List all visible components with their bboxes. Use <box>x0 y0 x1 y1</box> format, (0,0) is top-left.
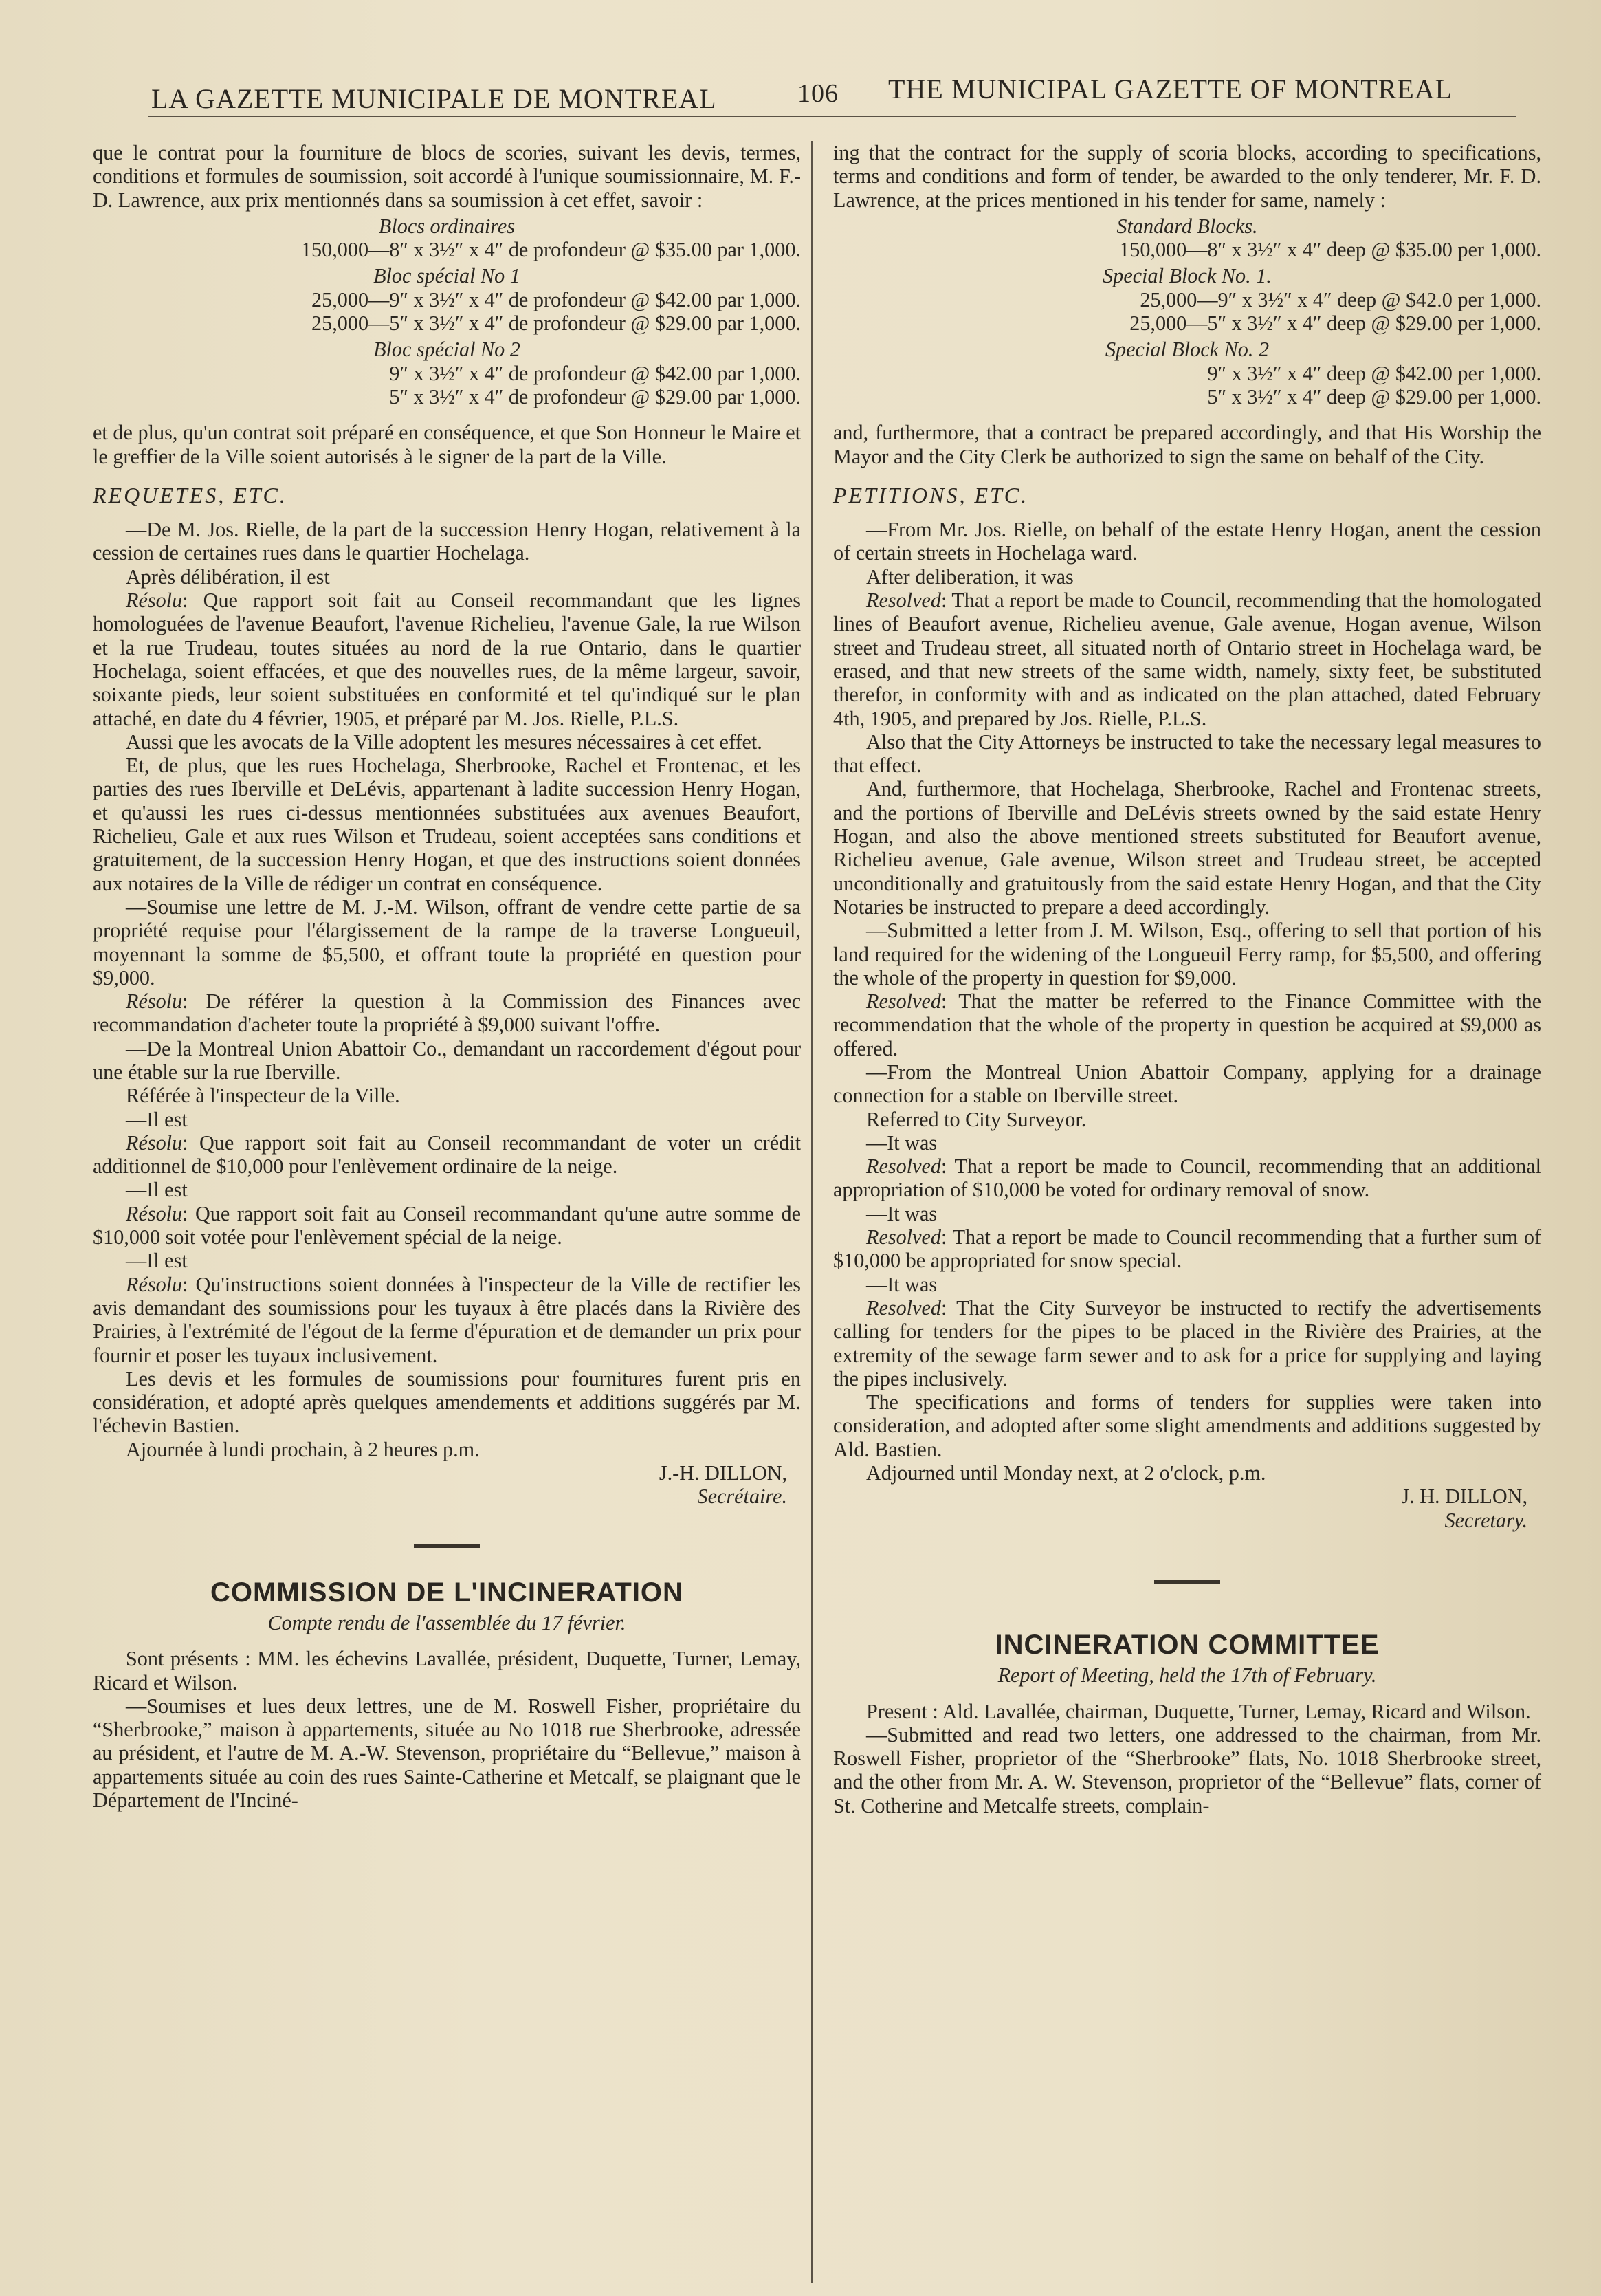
en-paragraph: Referred to City Surveyor. <box>866 1107 1087 1131</box>
fr-paragraph: Et, de plus, que les rues Hochelaga, Sherbrooke, Rachel et Frontenac, et les parties des rues Iberville et DeLévis, appartenant à ladite succession Henry Hogan, et qu'aussi les rues ci-dessus mentionnées substituées aux avenues Beaufort, Richelieu, Gale et aux rues Wilson et Trudeau, soient acceptées sans conditions et gratuitement, de la succession Henry Hogan, et que des instructions soient données aux notaires de la Ville de rédiger un contrat en conséquence. <box>93 754 801 895</box>
en-closing: and, furthermore, that a contract be prepared accordingly, and that His Worship the Mayor and the City Clerk be authorized to sign the same on behalf of the City. <box>833 421 1541 468</box>
en-resolution <box>833 1225 1541 1273</box>
page-number: 106 <box>797 79 839 108</box>
en-paragraph: After deliberation, it was <box>866 565 1074 589</box>
en-paragraph: Also that the City Attorneys be instructed to take the necessary legal measures to that effect. <box>833 730 1541 778</box>
fr-resolution-text: : Que rapport soit fait au Conseil recommandant de voter un crédit additionnel de $10,000 pour l'enlèvement ordinaire de la neige. <box>93 1130 801 1179</box>
en-resolution-text: : That a report be made to Council, recommending that an additional appropriation of $10,000 be voted for ordinary removal of snow. <box>833 1155 1541 1202</box>
en-resolution <box>833 1296 1541 1390</box>
fr-paragraph: —Soumise une lettre de M. J.-M. Wilson, offrant de vendre cette partie de sa propriété requise pour l'élargissement de la rampe de la traverse Longueuil, moyennant la somme de $5,500, et offrant toute la propriété en question pour $9,000. <box>93 895 801 990</box>
en-committee-subheading: Report of Meeting, held the 17th of February. <box>997 1663 1377 1687</box>
en-paragraph: Present : Ald. Lavallée, chairman, Duquette, Turner, Lemay, Ricard and Wilson. <box>866 1699 1531 1723</box>
french-column <box>93 141 801 1812</box>
fr-resolution <box>93 990 801 1037</box>
fr-commission-subheading: Compte rendu de l'assemblée du 17 février. <box>267 1610 626 1634</box>
fr-paragraph: Sont présents : MM. les échevins Lavallée, président, Duquette, Turner, Lemay, Ricard et Wilson. <box>93 1647 801 1694</box>
en-block-line: 5″ x 3½″ x 4″ deep @ $29.00 per 1,000. <box>1207 384 1541 408</box>
fr-special2-heading: Bloc spécial No 2 <box>373 338 520 362</box>
fr-paragraph: —De la Montreal Union Abattoir Co., demandant un raccordement d'égout pour une étable sur la rue Iberville. <box>93 1036 801 1084</box>
en-paragraph: —It was <box>866 1201 938 1225</box>
en-block-line: 25,000—9″ x 3½″ x 4″ deep @ $42.0 per 1,000. <box>1140 287 1541 311</box>
fr-resolution <box>93 1273 801 1367</box>
fr-block-line: 25,000—5″ x 3½″ x 4″ de profondeur @ $29.00 par 1,000. <box>311 311 801 336</box>
header-rule <box>148 116 1516 117</box>
en-special2-heading: Special Block No. 2 <box>1105 338 1270 362</box>
en-paragraph: And, furthermore, that Hochelaga, Sherbrooke, Rachel and Frontenac streets, and the portions of Iberville and DeLévis streets owned by the said estate Henry Hogan, and also the above mentioned streets substituted for Beaufort avenue, Richelieu avenue, Gale avenue, Wilson street and Trudeau street, be accepted unconditionally and gratuitously from the said estate Henry Hogan, and that the City Notaries be instructed to prepare a deed accordingly. <box>833 777 1541 919</box>
en-signature: J. H. DILLON, <box>1401 1485 1527 1509</box>
en-block-line: 150,000—8″ x 3½″ x 4″ deep @ $35.00 per 1,000. <box>1119 238 1541 262</box>
fr-commission-heading: COMMISSION DE L'INCINERATION <box>210 1577 683 1608</box>
en-resolved-label: Resolved <box>866 589 941 613</box>
en-resolution-text: : That a report be made to Council recommending that a further sum of $10,000 be appropriated for snow special. <box>833 1225 1541 1273</box>
page-header <box>151 70 1499 118</box>
fr-resolution <box>93 589 801 730</box>
en-committee-heading: INCINERATION COMMITTEE <box>995 1629 1380 1660</box>
en-resolution <box>833 589 1541 730</box>
fr-paragraph: Les devis et les formules de soumissions pour fournitures furent pris en considération, et adopté après quelques amendements et additions suggérés par M. l'échevin Bastien. <box>93 1366 801 1438</box>
fr-paragraph: Référée à l'inspecteur de la Ville. <box>126 1084 400 1108</box>
header-french-title: LA GAZETTE MUNICIPALE DE MONTREAL <box>151 83 717 114</box>
fr-paragraph: —Il est <box>126 1249 188 1273</box>
fr-resolved-label: Résolu <box>126 1272 183 1296</box>
en-intro: ing that the contract for the supply of scoria blocks, according to specifications, terms and conditions and form of tender, be awarded to the only tenderer, Mr. F. D. Lawrence, at the prices mentioned in his tender for same, namely : <box>833 141 1541 212</box>
en-resolution-text: : That a report be made to Council, recommending that the homologated lines of Beaufort avenue, Richelieu avenue, Gale avenue, Hogan avenue, Wilson street and Trudeau street, all situated north of Ontario street in Hochelaga ward, be erased, and that new streets of the same width, namely, sixty feet, be substituted therefor, in conformity with and as indicated on the plan attached, dated February 4th, 1905, and prepared by Jos. Rielle, P.L.S. <box>833 589 1541 730</box>
fr-petitions-heading: REQUETES, ETC. <box>93 482 287 507</box>
en-paragraph: The specifications and forms of tenders for supplies were taken into consideration, and adopted after some slight amendments and additions suggested by Ald. Bastien. <box>833 1390 1541 1461</box>
fr-paragraph: —Soumises et lues deux lettres, une de M. Roswell Fisher, propriétaire du “Sherbrooke,” maison à appartements, située au No 1018 rue Sherbrooke, adressée au président, et l'autre de M. A.-W. Stevenson, propriétaire du “Bellevue,” maison à appartements située au coin des rues Sainte-Catherine et Metcalf, se plaignant que le Département de l'Inciné- <box>93 1694 801 1812</box>
en-blocks-standard-heading: Standard Blocks. <box>1116 214 1258 238</box>
en-special1-heading: Special Block No. 1. <box>1103 264 1272 288</box>
fr-resolution-text: : Que rapport soit fait au Conseil recommandant que les lignes homologuées de l'avenue Beaufort, l'avenue Richelieu, l'avenue Gale, la rue Wilson et la rue Trudeau, toutes situées au nord de la rue Ontario, dans le quartier Hochelaga, soient effacées, et que des nouvelles rues, de la même largeur, savoir, soixante pieds, leur soient substituées en conformité et tel qu'indiqué sur le plan attaché, en date du 4 février, 1905, et préparé par M. Jos. Rielle, P.L.S. <box>93 589 801 730</box>
en-resolved-label: Resolved <box>866 1155 941 1179</box>
fr-resolution-text: : De référer la question à la Commission des Finances avec recommandation d'acheter toute la propriété à $9,000 suivant l'offre. <box>93 990 801 1037</box>
fr-resolution-text: : Qu'instructions soient données à l'inspecteur de la Ville de rectifier les avis demandant des soumissions pour les tuyaux à être placés dans la Rivière des Prairies, à l'extrémité de l'égout de la ferme d'épuration et de demander un prix pour fournir et poser les tuyaux inclusivement. <box>93 1272 801 1367</box>
fr-section-rule <box>414 1544 480 1548</box>
fr-resolution <box>93 1202 801 1249</box>
en-signature-title: Secretary. <box>1444 1508 1527 1532</box>
english-column <box>833 141 1541 1817</box>
fr-special1-heading: Bloc spécial No 1 <box>373 264 520 288</box>
fr-paragraph: Après délibération, il est <box>126 565 330 589</box>
fr-resolution <box>93 1131 801 1179</box>
fr-signature-title: Secrétaire. <box>697 1485 787 1509</box>
fr-intro: que le contrat pour la fourniture de blocs de scories, suivant les devis, termes, conditions et formules de soumission, soit accordé à l'unique soumissionnaire, M. F.-D. Lawrence, aux prix mentionnés dans sa soumission à cet effet, savoir : <box>93 141 801 212</box>
en-block-line: 9″ x 3½″ x 4″ deep @ $42.00 per 1,000. <box>1207 361 1541 385</box>
fr-block-line: 5″ x 3½″ x 4″ de profondeur @ $29.00 par 1,000. <box>389 384 801 408</box>
en-resolved-label: Resolved <box>866 1295 941 1320</box>
fr-paragraph: Aussi que les avocats de la Ville adoptent les mesures nécessaires à cet effet. <box>126 730 762 754</box>
fr-paragraph: Ajournée à lundi prochain, à 2 heures p.m. <box>126 1437 480 1461</box>
en-paragraph: —Submitted a letter from J. M. Wilson, Esq., offering to sell that portion of his land required for the widening of the Longueuil Ferry ramp, for $5,500, and offering the whole of the property in question for $9,000. <box>833 919 1541 990</box>
en-paragraph: —Submitted and read two letters, one addressed to the chairman, from Mr. Roswell Fisher, proprietor of the “Sherbrooke” flats, No. 1018 Sherbrooke street, and the other from Mr. A. W. Stevenson, proprietor of the “Bellevue” flats, corner of St. Cotherine and Metcalfe streets, complain- <box>833 1723 1541 1817</box>
fr-resolved-label: Résolu <box>126 990 183 1014</box>
fr-paragraph: —Il est <box>126 1178 188 1202</box>
header-english-title: THE MUNICIPAL GAZETTE OF MONTREAL <box>888 74 1453 105</box>
fr-signature: J.-H. DILLON, <box>659 1461 787 1485</box>
en-paragraph: Adjourned until Monday next, at 2 o'clock, p.m. <box>866 1461 1266 1485</box>
en-resolved-label: Resolved <box>866 1225 941 1249</box>
en-paragraph: —From Mr. Jos. Rielle, on behalf of the estate Henry Hogan, anent the cession of certain streets in Hochelaga ward. <box>833 518 1541 565</box>
en-block-line: 25,000—5″ x 3½″ x 4″ deep @ $29.00 per 1,000. <box>1129 311 1541 336</box>
fr-resolution-text: : Que rapport soit fait au Conseil recommandant qu'une autre somme de $10,000 soit votée pour l'enlèvement spécial de la neige. <box>93 1201 801 1249</box>
fr-block-line: 9″ x 3½″ x 4″ de profondeur @ $42.00 par 1,000. <box>389 361 801 385</box>
en-paragraph: —It was <box>866 1130 938 1155</box>
en-paragraph: —It was <box>866 1272 938 1296</box>
fr-paragraph: —Il est <box>126 1107 188 1131</box>
fr-block-line: 25,000—9″ x 3½″ x 4″ de profondeur @ $42.00 par 1,000. <box>311 287 801 311</box>
fr-closing: et de plus, qu'un contrat soit préparé en conséquence, et que Son Honneur le Maire et le greffier de la Ville soient autorisés à le signer de la part de la Ville. <box>93 421 801 468</box>
en-resolution-text: : That the City Surveyor be instructed to rectify the advertisements calling for tenders for the pipes to be placed in the Rivière des Prairies, at the extremity of the sewage farm sewer and to ask for a price for supplying and laying the pipes inclusively. <box>833 1295 1541 1390</box>
fr-block-line: 150,000—8″ x 3½″ x 4″ de profondeur @ $35.00 par 1,000. <box>300 238 801 262</box>
en-resolution-text: : That the matter be referred to the Finance Committee with the recommendation that the whole of the property in question be acquired at $9,000 as offered. <box>833 990 1541 1060</box>
en-resolution <box>833 1155 1541 1202</box>
fr-resolved-label: Résolu <box>126 1201 183 1225</box>
en-petitions-heading: PETITIONS, ETC. <box>833 482 1029 507</box>
en-resolution <box>833 990 1541 1060</box>
en-paragraph: —From the Montreal Union Abattoir Company, applying for a drainage connection for a stable on Iberville street. <box>833 1060 1541 1108</box>
column-divider <box>811 141 813 2283</box>
fr-blocks-ordinary-heading: Blocs ordinaires <box>378 214 516 238</box>
en-resolved-label: Resolved <box>866 990 941 1014</box>
fr-resolved-label: Résolu <box>126 1130 183 1155</box>
fr-resolved-label: Résolu <box>126 589 183 613</box>
fr-paragraph: —De M. Jos. Rielle, de la part de la succession Henry Hogan, relativement à la cession de certaines rues dans le quartier Hochelaga. <box>93 518 801 565</box>
en-section-rule <box>1154 1580 1220 1584</box>
